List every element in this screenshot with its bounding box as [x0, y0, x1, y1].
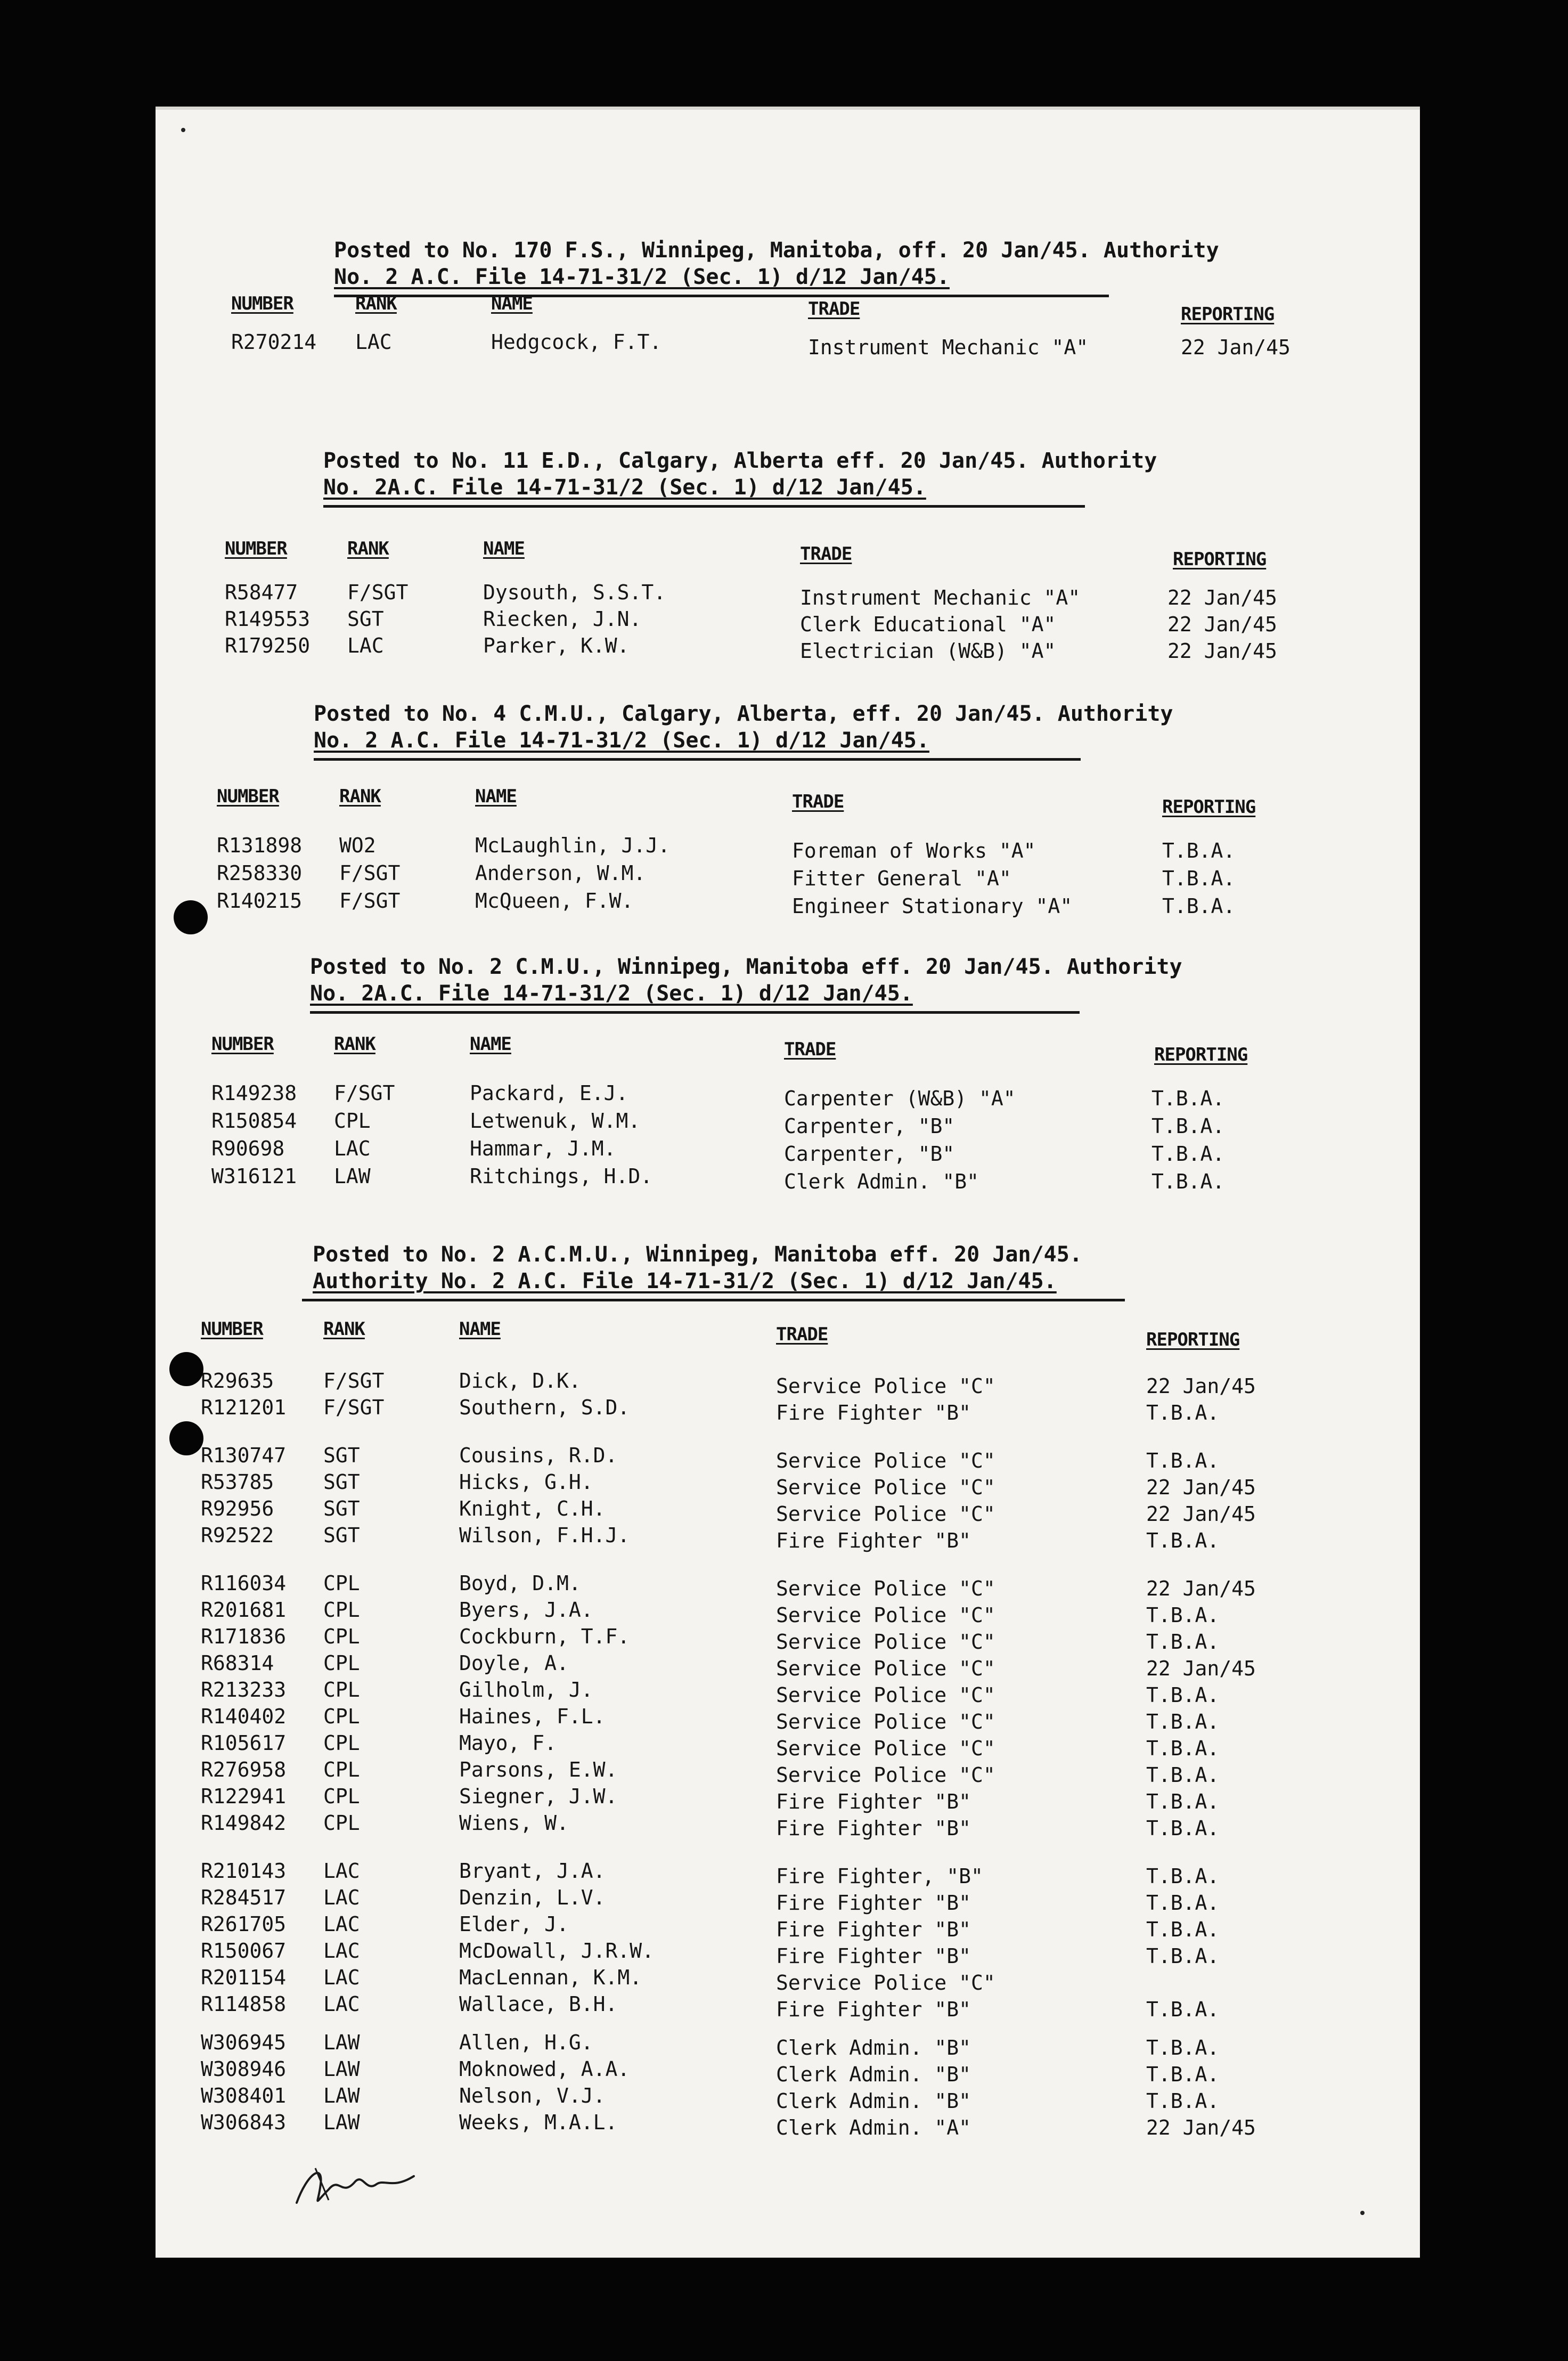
- document-page: [156, 107, 1420, 2258]
- column-header-name: NAME: [459, 1318, 501, 1340]
- cell-number: R150067: [201, 1939, 287, 1963]
- column-header-number: NUMBER: [201, 1318, 263, 1340]
- cell-trade: Service Police "C": [776, 1710, 995, 1733]
- margin-speck: [1360, 2211, 1365, 2215]
- column-header-rank: RANK: [347, 538, 389, 559]
- column-header-reporting: REPORTING: [1173, 549, 1267, 570]
- cell-number: R92522: [201, 1524, 274, 1547]
- cell-number: R105617: [201, 1731, 287, 1755]
- cell-reporting: T.B.A.: [1152, 1087, 1225, 1110]
- posting-heading-line1: Posted to No. 4 C.M.U., Calgary, Alberta, eff. 20 Jan/45. Authority: [314, 702, 1173, 726]
- cell-reporting: T.B.A.: [1146, 1790, 1220, 1813]
- cell-rank: LAC: [355, 330, 392, 354]
- cell-trade: Clerk Admin. "A": [776, 2116, 971, 2139]
- posting-heading-authority: Authority No. 2 A.C. File 14-71-31/2 (Sec. 1) d/12 Jan/45.: [313, 1269, 1057, 1293]
- personnel-row: [156, 2084, 1420, 2111]
- personnel-row: [156, 2057, 1420, 2084]
- cell-rank: CPL: [323, 1758, 360, 1781]
- cell-rank: LAC: [323, 1939, 360, 1963]
- cell-rank: CPL: [323, 1785, 360, 1808]
- cell-number: R116034: [201, 1572, 287, 1595]
- cell-reporting: T.B.A.: [1162, 894, 1236, 918]
- cell-rank: F/SGT: [339, 889, 401, 913]
- cell-reporting: 22 Jan/45: [1146, 1476, 1256, 1499]
- cell-number: W308401: [201, 2084, 287, 2107]
- cell-name: Byers, J.A.: [459, 1598, 593, 1622]
- cell-trade: Service Police "C": [776, 1476, 995, 1499]
- cell-trade: Fire Fighter "B": [776, 1529, 971, 1552]
- cell-name: Moknowed, A.A.: [459, 2057, 630, 2081]
- personnel-row: [156, 1444, 1420, 1470]
- cell-rank: SGT: [323, 1470, 360, 1494]
- cell-trade: Instrument Mechanic "A": [808, 336, 1089, 359]
- posting-heading: [313, 1241, 1082, 1295]
- column-header-trade: TRADE: [800, 543, 852, 565]
- cell-trade: Service Police "C": [776, 1683, 995, 1707]
- cell-reporting: T.B.A.: [1146, 1998, 1220, 2021]
- cell-name: Letwenuk, W.M.: [470, 1109, 641, 1133]
- cell-number: W306945: [201, 2031, 287, 2054]
- posting-section-2-acmu: [156, 1241, 1420, 2139]
- posting-heading-authority: No. 2 A.C. File 14-71-31/2 (Sec. 1) d/12 Jan/45.: [334, 265, 950, 289]
- cell-name: Wilson, F.H.J.: [459, 1524, 630, 1547]
- cell-name: Parker, K.W.: [483, 634, 630, 657]
- cell-rank: LAW: [323, 2084, 360, 2107]
- personnel-row: [156, 1165, 1420, 1191]
- handwritten-signature: [291, 2152, 419, 2211]
- personnel-row: [156, 1705, 1420, 1731]
- column-header-name: NAME: [470, 1033, 511, 1055]
- column-header-trade: TRADE: [784, 1039, 836, 1060]
- cell-number: R29635: [201, 1369, 274, 1393]
- cell-name: MacLennan, K.M.: [459, 1966, 642, 1989]
- cell-reporting: T.B.A.: [1146, 1891, 1220, 1915]
- cell-number: R210143: [201, 1859, 287, 1883]
- cell-number: R58477: [225, 581, 298, 604]
- cell-reporting: T.B.A.: [1146, 1449, 1220, 1472]
- cell-name: Dysouth, S.S.T.: [483, 581, 666, 604]
- cell-rank: LAW: [334, 1165, 371, 1188]
- cell-trade: Clerk Admin. "B": [784, 1170, 979, 1193]
- personnel-row: [156, 1966, 1420, 1992]
- personnel-row: [156, 1939, 1420, 1966]
- personnel-row: [156, 1992, 1420, 2019]
- personnel-row: [156, 1912, 1420, 1939]
- cell-trade: Fire Fighter "B": [776, 1817, 971, 1840]
- posting-heading-line1: Posted to No. 11 E.D., Calgary, Alberta eff. 20 Jan/45. Authority: [323, 449, 1157, 473]
- column-header-trade: TRADE: [776, 1324, 828, 1345]
- personnel-row: [156, 1109, 1420, 1136]
- cell-name: Dick, D.K.: [459, 1369, 581, 1393]
- cell-trade: Carpenter, "B": [784, 1114, 955, 1138]
- cell-number: R53785: [201, 1470, 274, 1494]
- personnel-row: [156, 581, 1420, 607]
- cell-number: R179250: [225, 634, 311, 657]
- cell-name: Knight, C.H.: [459, 1497, 606, 1520]
- personnel-row: [156, 1137, 1420, 1166]
- posting-heading: [334, 237, 1219, 290]
- cell-trade: Service Police "C": [776, 1630, 995, 1654]
- cell-reporting: 22 Jan/45: [1167, 586, 1277, 609]
- cell-reporting: T.B.A.: [1146, 1763, 1220, 1787]
- heading-rule: [310, 1011, 1080, 1014]
- cell-reporting: T.B.A.: [1146, 1603, 1220, 1627]
- cell-name: Wiens, W.: [459, 1811, 569, 1835]
- cell-name: Southern, S.D.: [459, 1396, 630, 1419]
- cell-reporting: T.B.A.: [1146, 1944, 1220, 1968]
- punch-hole-middle: [169, 1352, 203, 1386]
- cell-number: W306843: [201, 2111, 287, 2134]
- cell-number: R201681: [201, 1598, 287, 1622]
- cell-number: R149842: [201, 1811, 287, 1835]
- cell-number: W308946: [201, 2057, 287, 2081]
- cell-number: R276958: [201, 1758, 287, 1781]
- cell-number: R131898: [217, 834, 303, 857]
- cell-reporting: T.B.A.: [1152, 1114, 1225, 1138]
- heading-rule: [302, 1299, 1125, 1301]
- posting-heading-authority: No. 2 A.C. File 14-71-31/2 (Sec. 1) d/12 Jan/45.: [314, 728, 929, 753]
- cell-rank: CPL: [323, 1731, 360, 1755]
- cell-reporting: 22 Jan/45: [1146, 1502, 1256, 1526]
- column-header-rank: RANK: [339, 786, 381, 807]
- cell-name: Anderson, W.M.: [475, 861, 646, 885]
- cell-trade: Service Police "C": [776, 1971, 995, 1994]
- cell-name: McDowall, J.R.W.: [459, 1939, 655, 1963]
- posting-heading-line1: Posted to No. 2 C.M.U., Winnipeg, Manitoba eff. 20 Jan/45. Authority: [310, 955, 1182, 979]
- cell-number: R258330: [217, 861, 303, 885]
- cell-reporting: T.B.A.: [1146, 2036, 1220, 2059]
- cell-trade: Engineer Stationary "A": [792, 894, 1073, 918]
- personnel-row: [156, 1731, 1420, 1758]
- cell-trade: Fitter General "A": [792, 867, 1011, 890]
- personnel-row: [156, 2031, 1420, 2057]
- cell-rank: F/SGT: [334, 1081, 395, 1105]
- cell-reporting: T.B.A.: [1146, 1865, 1220, 1888]
- cell-reporting: 22 Jan/45: [1181, 336, 1291, 359]
- posting-heading-line1: Posted to No. 170 F.S., Winnipeg, Manitoba, off. 20 Jan/45. Authority: [334, 238, 1219, 263]
- cell-rank: LAC: [323, 1859, 360, 1883]
- cell-name: Hammar, J.M.: [470, 1137, 616, 1160]
- cell-reporting: 22 Jan/45: [1167, 613, 1277, 636]
- personnel-row: [156, 1369, 1420, 1396]
- cell-name: Haines, F.L.: [459, 1705, 606, 1728]
- personnel-row: [156, 1678, 1420, 1705]
- cell-name: McLaughlin, J.J.: [475, 834, 671, 857]
- column-header-name: NAME: [475, 786, 517, 807]
- cell-trade: Service Police "C": [776, 1449, 995, 1472]
- column-header-rank: RANK: [355, 293, 397, 314]
- cell-rank: CPL: [323, 1572, 360, 1595]
- cell-rank: LAW: [323, 2031, 360, 2054]
- cell-rank: F/SGT: [323, 1396, 385, 1419]
- cell-number: R92956: [201, 1497, 274, 1520]
- personnel-row: [156, 1758, 1420, 1785]
- cell-number: R122941: [201, 1785, 287, 1808]
- cell-rank: LAW: [323, 2057, 360, 2081]
- personnel-row: [156, 861, 1420, 888]
- column-header-trade: TRADE: [792, 791, 844, 812]
- cell-reporting: T.B.A.: [1146, 1683, 1220, 1707]
- cell-rank: LAC: [323, 1992, 360, 2016]
- cell-rank: SGT: [323, 1524, 360, 1547]
- heading-rule: [334, 295, 1109, 297]
- punch-hole-top: [174, 900, 208, 934]
- cell-reporting: 22 Jan/45: [1146, 2116, 1256, 2139]
- cell-rank: F/SGT: [347, 581, 409, 604]
- cell-rank: CPL: [323, 1811, 360, 1835]
- personnel-row: [156, 1524, 1420, 1550]
- cell-name: Boyd, D.M.: [459, 1572, 581, 1595]
- column-header-number: NUMBER: [211, 1033, 274, 1055]
- posting-section-2-cmu: [156, 954, 1420, 1273]
- punch-hole-lower: [169, 1421, 203, 1455]
- cell-rank: F/SGT: [339, 861, 401, 885]
- cell-trade: Electrician (W&B) "A": [800, 639, 1056, 663]
- cell-trade: Fire Fighter "B": [776, 1998, 971, 2021]
- column-header-number: NUMBER: [231, 293, 293, 314]
- column-header-name: NAME: [491, 293, 533, 314]
- cell-name: Denzin, L.V.: [459, 1886, 606, 1909]
- cell-rank: LAC: [334, 1137, 371, 1160]
- column-header-rank: RANK: [323, 1318, 365, 1340]
- cell-reporting: 22 Jan/45: [1146, 1577, 1256, 1600]
- cell-rank: SGT: [323, 1444, 360, 1467]
- cell-reporting: T.B.A.: [1152, 1170, 1225, 1193]
- cell-number: R68314: [201, 1651, 274, 1675]
- cell-reporting: T.B.A.: [1146, 1918, 1220, 1941]
- cell-trade: Clerk Admin. "B": [776, 2063, 971, 2086]
- cell-rank: WO2: [339, 834, 376, 857]
- cell-reporting: T.B.A.: [1146, 1737, 1220, 1760]
- cell-trade: Fire Fighter "B": [776, 1790, 971, 1813]
- cell-name: Hicks, G.H.: [459, 1470, 593, 1494]
- cell-rank: CPL: [323, 1678, 360, 1701]
- column-header-reporting: REPORTING: [1181, 304, 1275, 325]
- cell-rank: LAC: [323, 1912, 360, 1936]
- personnel-row: [156, 1859, 1420, 1886]
- column-header-number: NUMBER: [217, 786, 279, 807]
- cell-number: R130747: [201, 1444, 287, 1467]
- personnel-row: [156, 634, 1420, 661]
- cell-reporting: T.B.A.: [1152, 1142, 1225, 1166]
- cell-number: W316121: [211, 1165, 297, 1188]
- personnel-row: [156, 1651, 1420, 1678]
- cell-name: Gilholm, J.: [459, 1678, 593, 1701]
- posting-heading-authority: No. 2A.C. File 14-71-31/2 (Sec. 1) d/12 Jan/45.: [323, 475, 926, 500]
- personnel-row: [156, 1572, 1420, 1598]
- cell-name: Elder, J.: [459, 1912, 569, 1936]
- cell-name: McQueen, F.W.: [475, 889, 634, 913]
- cell-trade: Service Police "C": [776, 1502, 995, 1526]
- cell-name: Mayo, F.: [459, 1731, 557, 1755]
- cell-trade: Service Police "C": [776, 1657, 995, 1680]
- cell-number: R150854: [211, 1109, 297, 1133]
- cell-number: R140215: [217, 889, 303, 913]
- personnel-row: [156, 1396, 1420, 1422]
- margin-speck: [181, 128, 185, 132]
- personnel-row: [156, 1625, 1420, 1654]
- cell-number: R261705: [201, 1912, 287, 1936]
- cell-reporting: T.B.A.: [1146, 1529, 1220, 1552]
- column-header-reporting: REPORTING: [1146, 1329, 1240, 1350]
- cell-rank: CPL: [323, 1651, 360, 1675]
- cell-reporting: T.B.A.: [1146, 1401, 1220, 1424]
- personnel-row: [156, 889, 1420, 916]
- cell-trade: Carpenter, "B": [784, 1142, 955, 1166]
- cell-number: R149553: [225, 607, 311, 631]
- cell-reporting: T.B.A.: [1146, 1710, 1220, 1733]
- personnel-row: [156, 1811, 1420, 1838]
- cell-name: Ritchings, H.D.: [470, 1165, 653, 1188]
- cell-reporting: T.B.A.: [1146, 2063, 1220, 2086]
- personnel-row: [156, 330, 1420, 357]
- cell-rank: CPL: [323, 1625, 360, 1648]
- cell-reporting: T.B.A.: [1146, 1630, 1220, 1654]
- cell-rank: SGT: [323, 1497, 360, 1520]
- heading-rule: [323, 505, 1085, 508]
- cell-name: Packard, E.J.: [470, 1081, 628, 1105]
- posting-heading: [323, 447, 1157, 501]
- personnel-row: [156, 2111, 1420, 2137]
- posting-heading: [310, 954, 1182, 1007]
- cell-name: Cockburn, T.F.: [459, 1625, 630, 1648]
- cell-trade: Clerk Admin. "B": [776, 2089, 971, 2113]
- personnel-row: [156, 1497, 1420, 1524]
- cell-name: Doyle, A.: [459, 1651, 569, 1675]
- cell-number: R171836: [201, 1625, 287, 1648]
- personnel-row: [156, 1598, 1420, 1625]
- cell-number: R140402: [201, 1705, 287, 1728]
- cell-reporting: 22 Jan/45: [1167, 639, 1277, 663]
- cell-rank: LAC: [323, 1966, 360, 1989]
- cell-trade: Service Police "C": [776, 1603, 995, 1627]
- cell-name: Siegner, J.W.: [459, 1785, 618, 1808]
- personnel-row: [156, 1470, 1420, 1497]
- cell-reporting: T.B.A.: [1162, 839, 1236, 862]
- column-header-trade: TRADE: [808, 298, 860, 320]
- cell-reporting: T.B.A.: [1146, 1817, 1220, 1840]
- cell-rank: LAC: [347, 634, 384, 657]
- cell-name: Wallace, B.H.: [459, 1992, 618, 2016]
- cell-name: Riecken, J.N.: [483, 607, 642, 631]
- cell-rank: LAC: [323, 1886, 360, 1909]
- cell-reporting: T.B.A.: [1162, 867, 1236, 890]
- cell-trade: Fire Fighter "B": [776, 1401, 971, 1424]
- column-header-number: NUMBER: [225, 538, 287, 559]
- cell-rank: LAW: [323, 2111, 360, 2134]
- personnel-row: [156, 607, 1420, 634]
- cell-number: R201154: [201, 1966, 287, 1989]
- cell-reporting: 22 Jan/45: [1146, 1374, 1256, 1398]
- cell-trade: Service Police "C": [776, 1763, 995, 1787]
- cell-rank: F/SGT: [323, 1369, 385, 1393]
- column-header-reporting: REPORTING: [1154, 1044, 1248, 1065]
- personnel-row: [156, 1785, 1420, 1811]
- column-header-reporting: REPORTING: [1162, 796, 1256, 818]
- heading-rule: [314, 758, 1081, 761]
- cell-trade: Service Police "C": [776, 1577, 995, 1600]
- cell-name: Allen, H.G.: [459, 2031, 593, 2054]
- column-header-name: NAME: [483, 538, 525, 559]
- personnel-row: [156, 1081, 1420, 1108]
- cell-trade: Clerk Admin. "B": [776, 2036, 971, 2059]
- cell-number: R149238: [211, 1081, 297, 1105]
- cell-name: Cousins, R.D.: [459, 1444, 618, 1467]
- cell-rank: CPL: [323, 1705, 360, 1728]
- cell-reporting: T.B.A.: [1146, 2089, 1220, 2113]
- cell-rank: CPL: [323, 1598, 360, 1622]
- posting-heading-line1: Posted to No. 2 A.C.M.U., Winnipeg, Manitoba eff. 20 Jan/45.: [313, 1242, 1082, 1267]
- cell-name: Weeks, M.A.L.: [459, 2111, 618, 2134]
- cell-trade: Fire Fighter, "B": [776, 1865, 983, 1888]
- cell-trade: Fire Fighter "B": [776, 1944, 971, 1968]
- cell-trade: Instrument Mechanic "A": [800, 586, 1081, 609]
- cell-rank: CPL: [334, 1109, 371, 1133]
- cell-name: Bryant, J.A.: [459, 1859, 606, 1883]
- personnel-row: [156, 1886, 1420, 1915]
- cell-name: Nelson, V.J.: [459, 2084, 606, 2107]
- cell-name: Hedgcock, F.T.: [491, 330, 662, 354]
- cell-number: R121201: [201, 1396, 287, 1419]
- cell-trade: Carpenter (W&B) "A": [784, 1087, 1016, 1110]
- column-header-rank: RANK: [334, 1033, 375, 1055]
- cell-trade: Fire Fighter "B": [776, 1891, 971, 1915]
- cell-trade: Service Police "C": [776, 1737, 995, 1760]
- personnel-row: [156, 834, 1420, 860]
- cell-trade: Foreman of Works "A": [792, 839, 1036, 862]
- posting-heading: [314, 701, 1173, 754]
- cell-trade: Service Police "C": [776, 1374, 995, 1398]
- cell-number: R114858: [201, 1992, 287, 2016]
- posting-heading-authority: No. 2A.C. File 14-71-31/2 (Sec. 1) d/12 Jan/45.: [310, 981, 913, 1006]
- cell-name: Parsons, E.W.: [459, 1758, 618, 1781]
- cell-number: R90698: [211, 1137, 285, 1160]
- cell-number: R213233: [201, 1678, 287, 1701]
- cell-trade: Fire Fighter "B": [776, 1918, 971, 1941]
- cell-reporting: 22 Jan/45: [1146, 1657, 1256, 1680]
- cell-number: R284517: [201, 1886, 287, 1909]
- cell-trade: Clerk Educational "A": [800, 613, 1056, 636]
- cell-number: R270214: [231, 330, 317, 354]
- cell-rank: SGT: [347, 607, 384, 631]
